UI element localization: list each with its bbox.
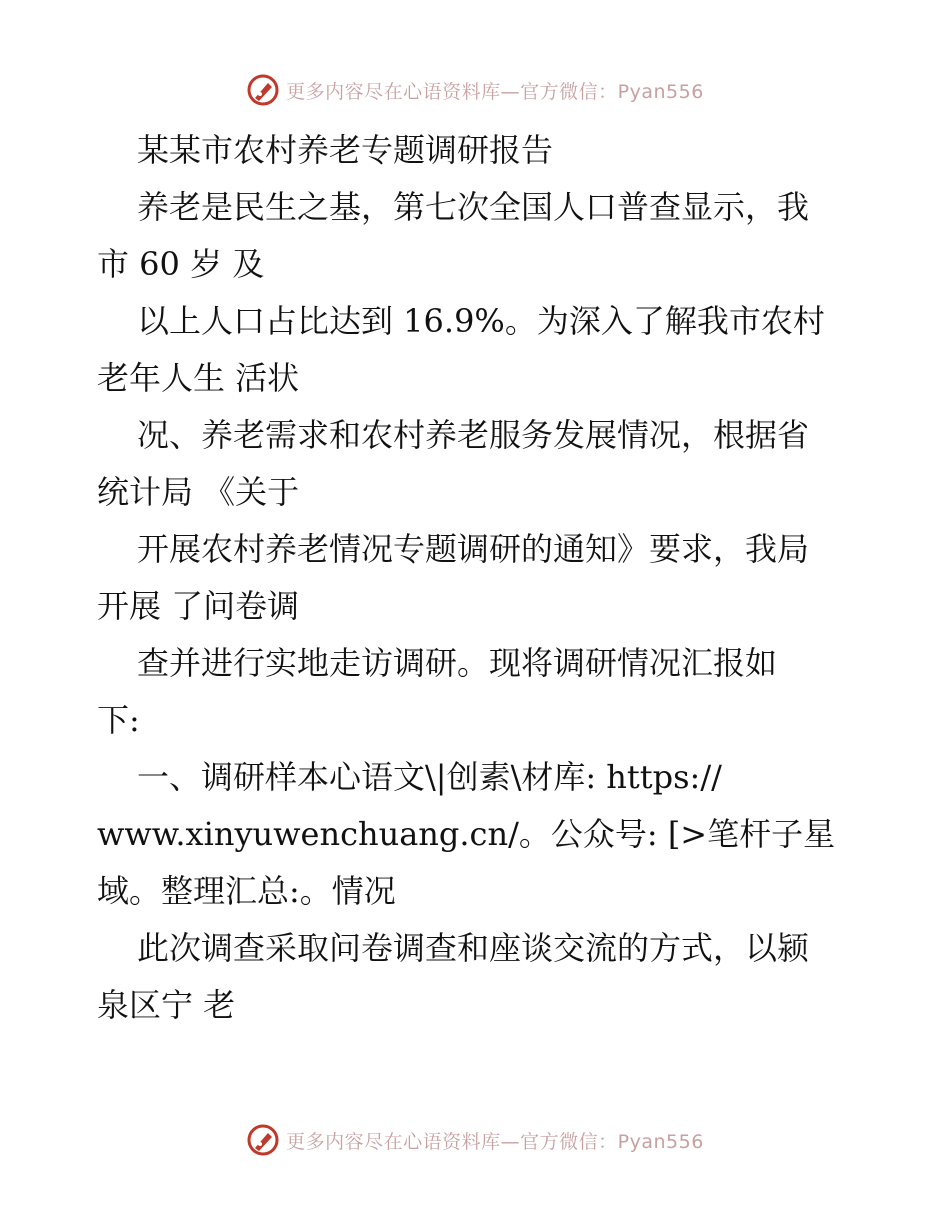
paragraph-line: 以上人口占比达到 16.9%。为深入了解我市农村	[137, 302, 825, 340]
paragraph-line: 统计局 《关于	[97, 473, 300, 511]
document-title: 某某市农村养老专题调研报告	[137, 131, 554, 169]
paragraph-line: 此次调查采取问卷调查和座谈交流的方式，以颍	[137, 929, 810, 967]
paragraph-line: 老年人生 活状	[97, 359, 300, 397]
paragraph-line: 开展农村养老情况专题调研的通知》要求，我局	[137, 530, 810, 568]
document-body	[97, 122, 857, 1034]
paragraph-line: 下:	[97, 701, 140, 739]
pen-nib-logo-icon	[246, 73, 280, 107]
paragraph-line: 况、养老需求和农村养老服务发展情况，根据省	[137, 416, 810, 454]
header-banner	[0, 70, 950, 110]
paragraph-line: 市 60 岁 及	[97, 245, 265, 283]
paragraph-line: 开展 了问卷调	[97, 587, 300, 625]
banner-text: 更多内容尽在心语资料库—官方微信：Pyan556	[286, 80, 704, 103]
banner-text: 更多内容尽在心语资料库—官方微信：Pyan556	[286, 1130, 704, 1153]
paragraph-line: www.xinyuwenchuang.cn/。公众号: [>笔杆子星	[97, 815, 836, 853]
paragraph-line: 泉区宁 老	[97, 986, 236, 1024]
pen-nib-logo-icon	[246, 1123, 280, 1157]
paragraph-line: 养老是民生之基，第七次全国人口普查显示，我	[137, 188, 810, 226]
section-heading-line: 一、调研样本心语文\|创素\材库: https://	[137, 758, 722, 796]
paragraph-line: 查并进行实地走访调研。现将调研情况汇报如	[137, 644, 778, 682]
footer-banner	[0, 1120, 950, 1160]
paragraph-line: 域。整理汇总:。情况	[97, 872, 396, 910]
